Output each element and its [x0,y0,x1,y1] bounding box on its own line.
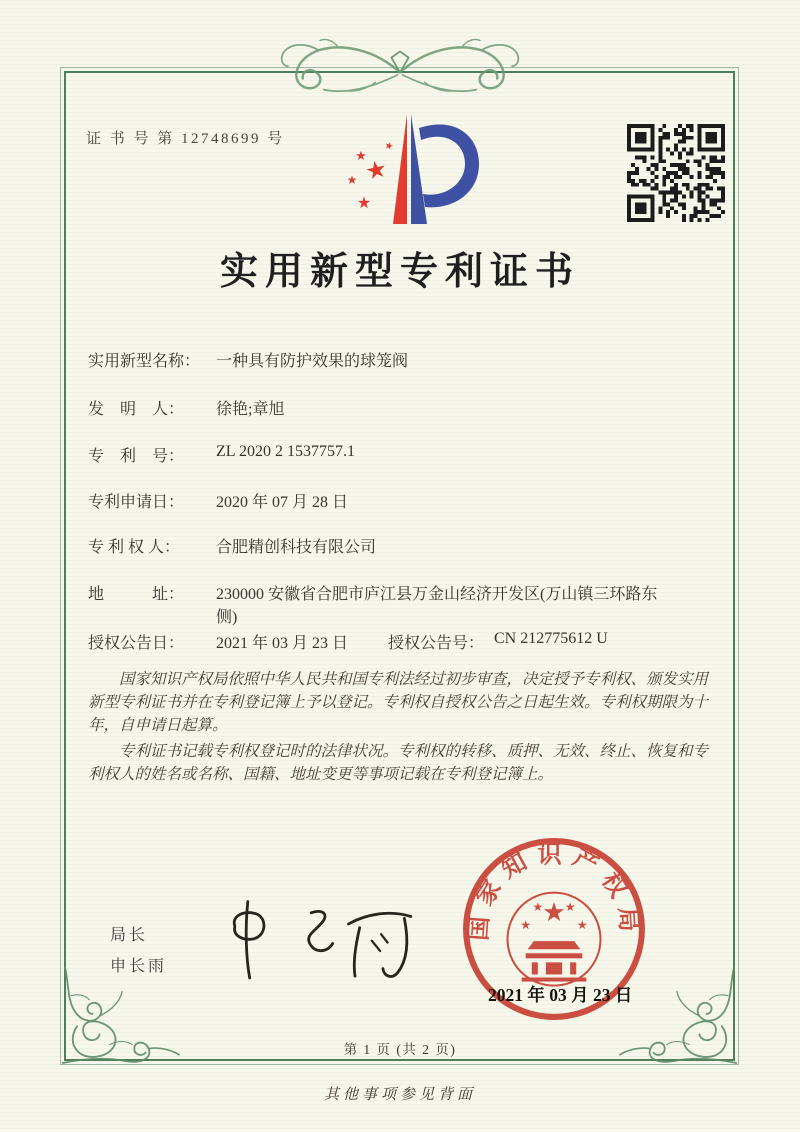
svg-text:★: ★ [356,193,372,212]
field-value: 2020 年 07 月 28 日 [216,494,349,511]
page-number: 第 1 页 (共 2 页) [343,1042,457,1057]
svg-text:★: ★ [346,173,358,187]
field-label: 授权公告日： [88,635,185,652]
svg-text:★: ★ [564,899,576,914]
certificate-number: 证 书 号 第 12748699 号 [86,131,285,147]
svg-text:★: ★ [520,918,532,932]
field-value: 2021 年 03 月 23 日 [216,635,349,652]
field-row-patent-number [88,443,728,466]
svg-text:★: ★ [362,154,390,187]
field-row-grant [88,630,728,653]
field-value: 230000 安徽省合肥市庐江县万金山经济开发区(万山镇三环路东侧) [216,586,658,626]
commissioner-name: 申长雨 [110,958,168,975]
legal-text-block [88,668,716,789]
field-row-address [88,581,728,627]
field-row-utility-model-name [88,348,728,371]
svg-text:★: ★ [382,139,395,154]
field-label: 发 明 人： [88,401,185,418]
field-value: 徐艳;章旭 [216,401,285,418]
field-label: 专 利 权 人： [88,539,181,556]
svg-text:★: ★ [532,899,544,914]
field-row-filing-date [88,489,728,512]
field-value: 合肥精创科技有限公司 [216,539,377,556]
seal-date: 2021 年 03 月 23 日 [488,985,633,1005]
seal-text: 国家知识产权局 [465,841,643,942]
national-emblem-icon [508,893,601,986]
field-value: CN 212775612 U [494,630,608,647]
field-pair-grant-number [388,630,608,653]
signature-icon [218,888,423,986]
field-value: 一种具有防护效果的球笼阀 [216,353,409,370]
commissioner-title: 局长 [110,927,149,944]
field-label: 实用新型名称： [88,353,201,370]
legal-paragraph-2: 专利证书记载专利权登记时的法律状况。专利权的转移、质押、无效、终止、恢复和专利权人的姓名或名称、国籍、地址变更等事项记载在专利登记簿上。 [88,743,709,783]
field-row-inventor [88,396,728,419]
field-label: 专 利 号： [88,448,185,465]
back-side-note: 其他事项参见背面 [323,1087,476,1103]
cnipa-logo-icon [333,108,485,230]
field-value: ZL 2020 2 1537757.1 [216,443,355,460]
svg-text:★: ★ [542,897,566,928]
svg-text:★: ★ [576,918,588,932]
qr-code-icon [627,124,725,222]
field-label: 地 址： [88,586,185,603]
field-row-patentee [88,534,728,557]
svg-text:★: ★ [355,149,367,164]
legal-paragraph-1: 国家知识产权局依照中华人民共和国专利法经过初步审查，决定授予专利权、颁发实用新型专利证书并在专利登记簿上予以登记。专利权自授权公告之日起生效。专利权期限为十年，自申请日起算。 [88,671,709,734]
field-label: 授权公告号： [388,635,485,652]
certificate-title: 实用新型专利证书 [219,251,580,293]
field-label: 专利申请日： [88,494,185,511]
